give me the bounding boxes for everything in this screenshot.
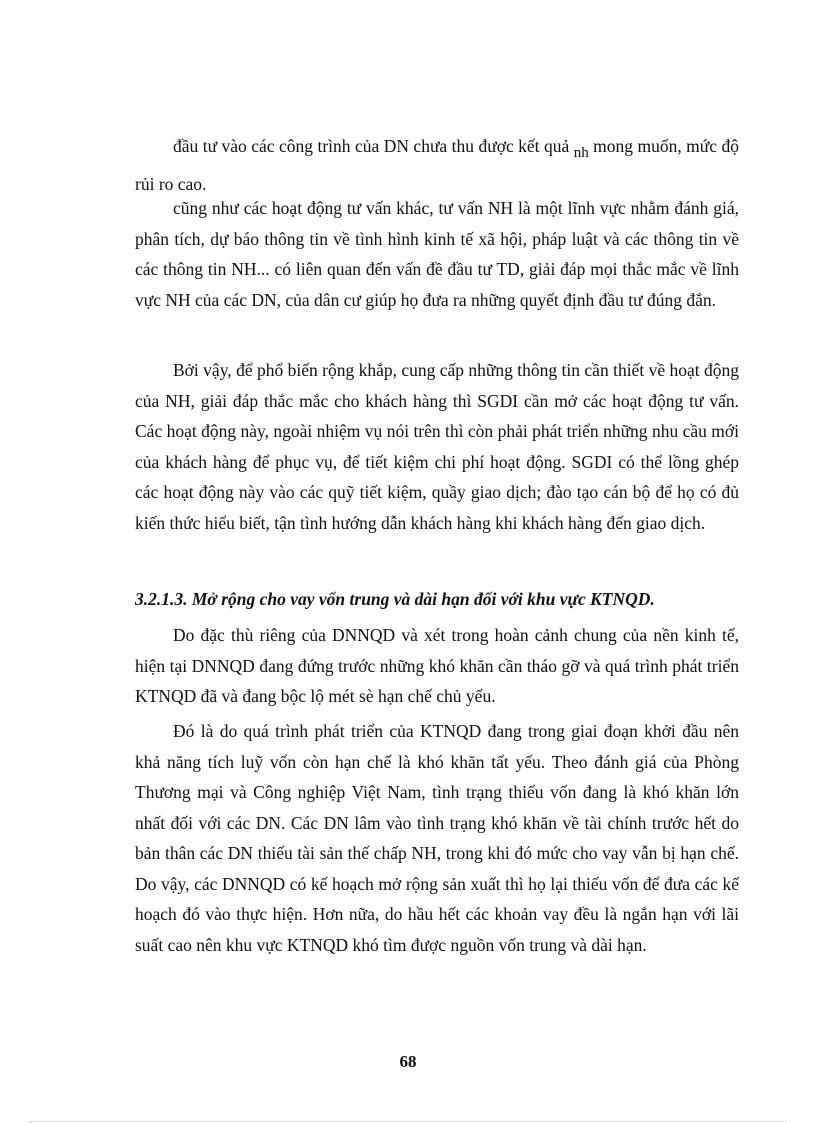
paragraph-investment-risk-text-start: đầu tư vào các công trình của DN chưa thu được kết quả (173, 136, 574, 156)
page-number: 68 (399, 1052, 417, 1071)
paragraph-bank-advisory: cũng như các hoạt động tư vấn khác, tư vấn NH là một lĩnh vực nhằm đánh giá, phân tích, dự báo thông tin về tình hình kinh tế xã hội, pháp luật và các thông tin về các thông tin NH... có liên quan đến vấn đề đầu tư TD, giải đáp mọi thắc mắc về lĩnh vực NH của các DN, của dân cư giúp họ đưa ra những quyết định đầu tư đúng đắn. (135, 198, 739, 310)
section-heading: 3.2.1.3. Mở rộng cho vay vốn trung và dài hạn đối với khu vực KTNQD. (135, 589, 655, 609)
page-bottom-divider (30, 1121, 786, 1122)
paragraph-investment-risk (135, 131, 739, 199)
paragraph-capital-shortage: Đó là do quá trình phát triển của KTNQD đang trong giai đoạn khởi đầu nên khả năng tích luỹ vốn còn hạn chế là khó khăn tất yếu. Theo đánh giá của Phòng Thương mại và Công nghiệp Việt Nam, tình trạng thiếu vốn đang là khó khăn lớn nhất đối với các DN. Các DN lâm vào tình trạng khó khăn về tài chính trước hết do bản thân các DN thiếu tài sản thế chấp NH, trong khi đó mức cho vay vẫn bị hạn chế. Do vậy, các DNNQD có kế hoạch mở rộng sản xuất thì họ lại thiếu vốn để đưa các kế hoạch đó vào thực hiện. Hơn nữa, do hầu hết các khoản vay đều là ngắn hạn với lãi suất cao nên khu vực KTNQD khó tìm được nguồn vốn trung và dài hạn. (135, 721, 739, 955)
paragraph-dnnqd-difficulties: Do đặc thù riêng của DNNQD và xét trong hoàn cảnh chung của nền kinh tế, hiện tại DNNQD đang đứng trước những khó khăn cần tháo gỡ và quá trình phát triển KTNQD đã và đang bộc lộ mét sè hạn chế chủ yếu. (135, 625, 739, 706)
inline-small-text: nh (573, 145, 589, 161)
paragraph-advisory-activities: Bởi vậy, để phổ biến rộng khắp, cung cấp những thông tin cần thiết về hoạt động của NH, giải đáp thắc mắc cho khách hàng thì SGDI cần mở các hoạt động tư vấn. Các hoạt động này, ngoài nhiệm vụ nói trên thì còn phải phát triển những nhu cầu mới của khách hàng để phục vụ, để tiết kiệm chi phí hoạt động. SGDI có thể lồng ghép các hoạt động này vào các quỹ tiết kiệm, quầy giao dịch; đào tạo cán bộ để họ có đủ kiến thức hiểu biết, tận tình hướng dẫn khách hàng khi khách hàng đến giao dịch. (135, 360, 739, 533)
paragraph-investment-risk-text-end: mong muốn, mức độ rủi ro cao. (135, 136, 739, 194)
